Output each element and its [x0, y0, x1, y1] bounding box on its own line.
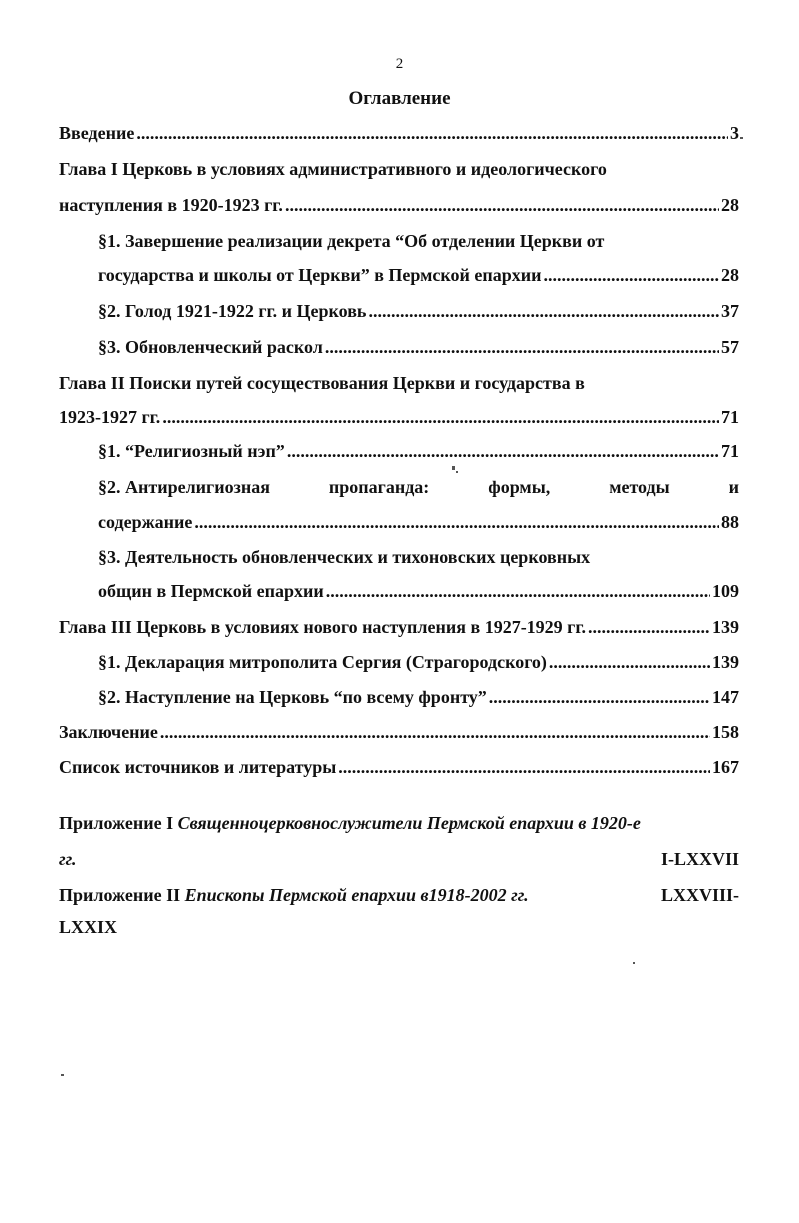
toc-entry-3-2[interactable]: [98, 682, 739, 712]
scan-speck: [456, 471, 458, 473]
toc-word: и: [728, 477, 739, 497]
toc-entry-text: 1923-1927 гг.: [59, 407, 161, 427]
appendix-1[interactable]: [59, 808, 739, 838]
toc-entry-page: 139: [712, 617, 739, 637]
toc-entry-text: содержание: [98, 512, 193, 532]
toc-entry-2-2[interactable]: [98, 507, 739, 537]
appendix-title-cont: гг.: [59, 849, 77, 869]
appendix-title: Священноцерковнослужители Пермской епархии в 1920-е: [177, 813, 641, 833]
scan-speck: [452, 466, 455, 470]
toc-entry-text: §1. “Религиозный нэп”: [98, 441, 285, 461]
toc-entry-page: 3: [730, 123, 739, 143]
toc-entry-text: §2. Наступление на Церковь “по всему фронту”: [98, 687, 487, 707]
toc-entry-text: §1. Декларация митрополита Сергия (Страгородского): [98, 652, 547, 672]
toc-entry-chapter-1[interactable]: [59, 190, 739, 220]
toc-entry-text: общин в Пермской епархии: [98, 581, 324, 601]
toc-entry-chapter-1-line-1[interactable]: Глава I Церковь в условиях административного и идеологического: [59, 159, 607, 179]
appendix-1-line-2[interactable]: [59, 844, 739, 874]
toc-entry-3-1[interactable]: [98, 647, 739, 677]
toc-entry-text: Глава III Церковь в условиях нового наступления в 1927-1929 гг.: [59, 617, 587, 637]
toc-entry-2-3-line-1[interactable]: §3. Деятельность обновленческих и тихоновских церковных: [98, 547, 591, 567]
toc-entry-1-1-line-1[interactable]: §1. Завершение реализации декрета “Об отделении Церкви от: [98, 231, 605, 251]
toc-entry-page: 158: [712, 722, 739, 742]
toc-entry-page: 28: [721, 265, 739, 285]
toc-entry-2-1[interactable]: [98, 436, 739, 466]
toc-entry-1-1[interactable]: [98, 260, 739, 290]
appendix-pages: I-LXXVII: [660, 849, 739, 869]
scan-speck: [740, 137, 743, 139]
scan-speck: [633, 962, 635, 964]
toc-word: §2. Антирелигиозная: [98, 477, 270, 497]
appendix-pages: LXXVIII-: [660, 885, 739, 905]
toc-entry-text: государства и школы от Церкви” в Пермской епархии: [98, 265, 542, 285]
appendix-2[interactable]: [59, 880, 739, 910]
toc-entry-text: Список источников и литературы: [59, 757, 337, 777]
toc-entry-1-2[interactable]: [98, 296, 739, 326]
toc-entry-page: 88: [721, 512, 739, 532]
page-number: 2: [395, 56, 404, 72]
toc-entry-page: 57: [721, 337, 739, 357]
toc-entry-page: 28: [721, 195, 739, 215]
toc-entry-introduction[interactable]: [59, 118, 739, 148]
toc-entry-bibliography[interactable]: [59, 752, 739, 782]
appendix-label: Приложение I: [59, 813, 174, 833]
toc-entry-page: 147: [712, 687, 739, 707]
appendix-label: Приложение II: [59, 885, 181, 905]
toc-entry-2-3[interactable]: [98, 576, 739, 606]
toc-word: формы,: [488, 477, 551, 497]
toc-word: методы: [609, 477, 670, 497]
toc-entry-1-3[interactable]: [98, 332, 739, 362]
toc-entry-text: Заключение: [59, 722, 158, 742]
toc-entry-chapter-2[interactable]: [59, 402, 739, 432]
toc-entry-conclusion[interactable]: [59, 717, 739, 747]
toc-entry-page: 71: [721, 441, 739, 461]
appendix-2-line-2[interactable]: [59, 912, 739, 942]
toc-entry-page: 139: [712, 652, 739, 672]
toc-entry-chapter-2-line-1[interactable]: Глава II Поиски путей сосуществования Церкви и государства в: [59, 373, 585, 393]
appendix-title: Епископы Пермской епархии в1918-2002 гг.: [184, 885, 529, 905]
toc-entry-page: 71: [721, 407, 739, 427]
toc-entry-page: 37: [721, 301, 739, 321]
toc-entry-page: 167: [712, 757, 739, 777]
toc-entry-chapter-3[interactable]: [59, 612, 739, 642]
toc-entry-page: 109: [712, 581, 739, 601]
toc-heading: Оглавление: [348, 88, 451, 109]
toc-entry-text: Введение: [59, 123, 135, 143]
toc-entry-text: §3. Обновленческий раскол: [98, 337, 323, 357]
toc-entry-2-2-line-1[interactable]: [98, 472, 739, 502]
appendix-pages-cont: LXXIX: [59, 917, 118, 937]
toc-entry-text: §2. Голод 1921-1922 гг. и Церковь: [98, 301, 367, 321]
toc-word: пропаганда:: [328, 477, 430, 497]
toc-entry-text: наступления в 1920-1923 гг.: [59, 195, 283, 215]
scan-speck: [61, 1074, 64, 1076]
